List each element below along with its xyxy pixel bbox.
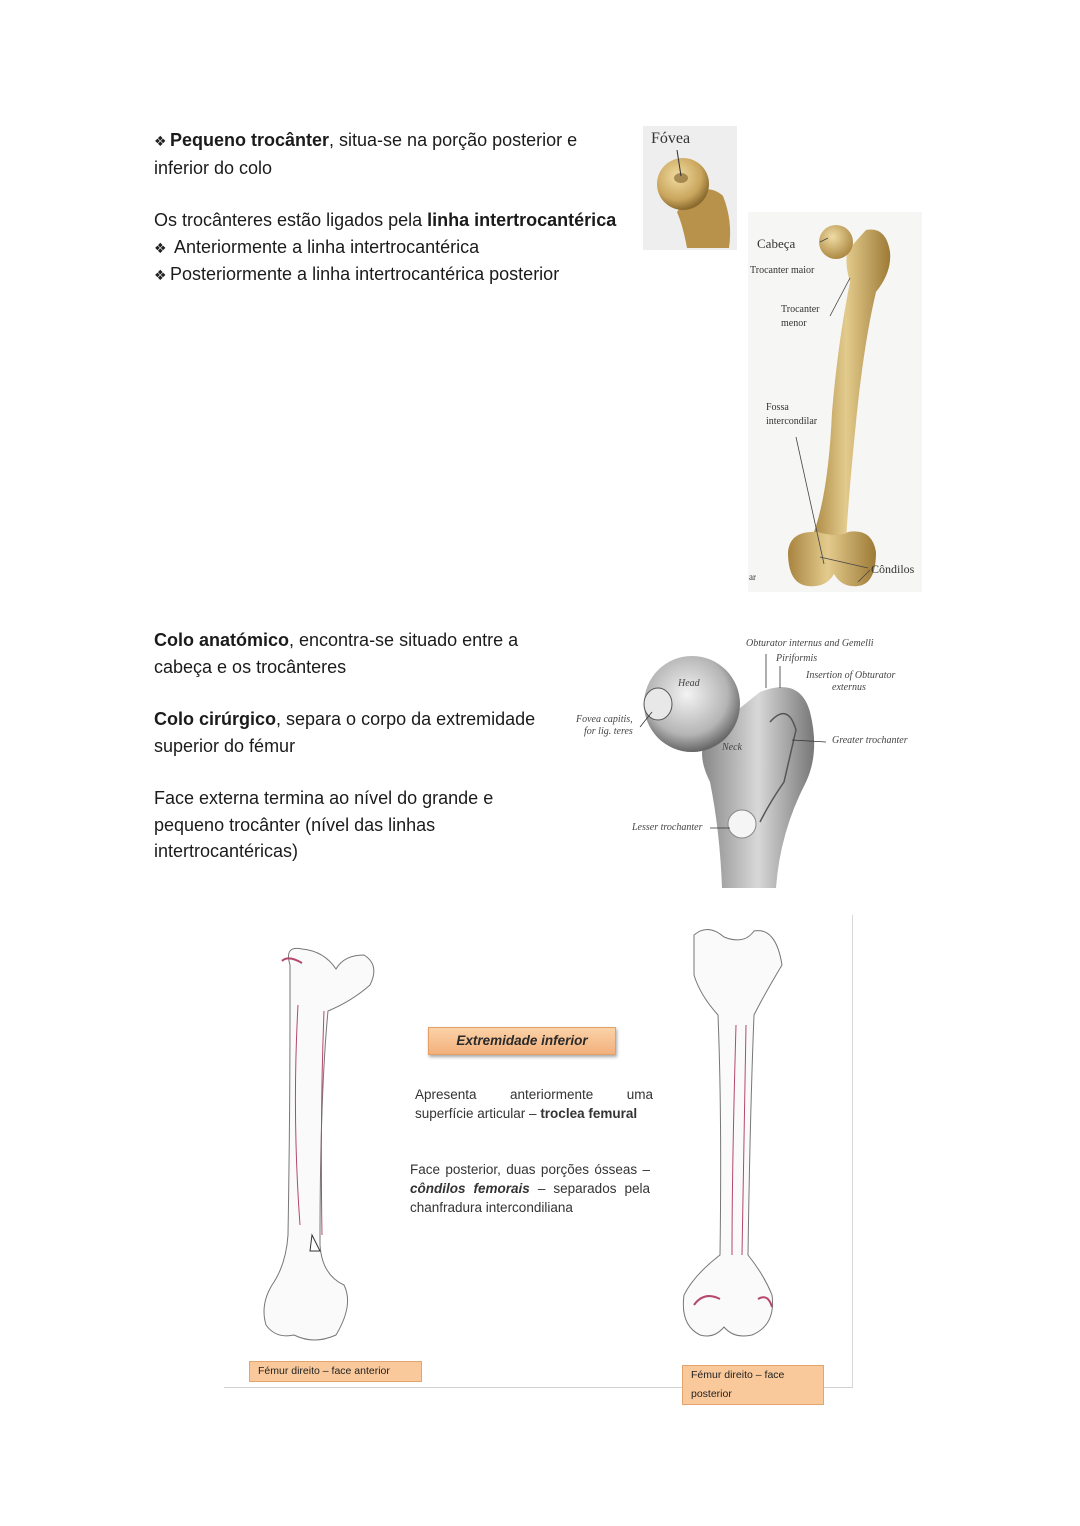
text: , separa o corpo da extremidade: [276, 709, 536, 729]
text: Face posterior, duas porções ósseas –: [410, 1162, 650, 1177]
bullet-item-anterior: [154, 234, 634, 262]
text: , encontra-se situado entre a: [289, 630, 519, 650]
slide-lower-extremity: [224, 915, 853, 1400]
label-obturator-gemelli: Obturator internus and Gemelli: [746, 638, 874, 649]
slide-paragraph-condyles: [410, 1160, 650, 1217]
section-lesser-trochanter: [154, 127, 634, 289]
label-insertion-obturator-1: Insertion of Obturator: [806, 670, 896, 681]
term-intertrochanteric-line: linha intertrocantérica: [427, 210, 617, 230]
paragraph-anatomical-neck: [154, 627, 574, 654]
term-trochlea: troclea femural: [540, 1106, 638, 1121]
label-fovea-capitis-1: Fovea capitis,: [576, 714, 633, 725]
term-lesser-trochanter: Pequeno trocânter: [170, 130, 330, 150]
text: – separados pela chanfradura intercondiliana: [410, 1181, 651, 1215]
slide-paragraph-trochlea: [415, 1085, 653, 1123]
label-fossa-1: Fossa: [766, 402, 789, 413]
label-greater-trochanter: Greater trochanter: [832, 735, 908, 746]
label-head: Head: [678, 678, 700, 689]
text-line: intertrocantéricas): [154, 841, 299, 861]
diamond-bullet-icon: ❖: [154, 267, 167, 283]
term-anatomical-neck: Colo anatómico: [154, 630, 290, 650]
label-lesser-trochanter: Lesser trochanter: [632, 822, 703, 833]
term-femoral-condyles: côndilos femorais: [410, 1181, 530, 1196]
section-neck: [154, 627, 574, 865]
label-neck: Neck: [722, 742, 742, 753]
label-stray: ar: [749, 572, 756, 582]
bullet-item-lesser-trochanter: [154, 127, 634, 155]
text: , situa-se na porção posterior e: [329, 130, 578, 150]
femur-line-drawings: [224, 915, 852, 1387]
text-line: cabeça e os trocânteres: [154, 656, 347, 677]
text-line: Face externa termina ao nível do grande e: [154, 788, 494, 808]
femoral-head-illustration: [643, 126, 737, 250]
slide-title-box: Extremidade inferior: [428, 1027, 616, 1055]
bullet-item-posterior: [154, 261, 634, 289]
label-fovea: Fóvea: [651, 130, 691, 147]
caption-posterior: Fémur direito – face posterior: [682, 1365, 824, 1405]
diamond-bullet-icon: ❖: [154, 133, 167, 149]
label-lesser-trochanter-1: Trocanter: [781, 304, 820, 315]
label-lesser-trochanter-2: menor: [781, 318, 807, 329]
text: Posteriormente a linha intertrocantérica posterior: [170, 264, 560, 284]
caption-anterior: Fémur direito – face anterior: [249, 1361, 422, 1382]
figure-femur-proximal-gray: [570, 632, 920, 892]
text-line: superior do fémur: [154, 735, 296, 756]
text: Apresenta anteriormente uma superfície articular –: [415, 1087, 653, 1121]
text-line: pequeno trocânter (nível das linhas: [154, 814, 436, 835]
term-surgical-neck: Colo cirúrgico: [154, 709, 277, 729]
figure-fovea-head: [643, 126, 737, 250]
label-piriformis: Piriformis: [776, 653, 818, 664]
label-fossa-2: intercondilar: [766, 416, 818, 427]
text: Os trocânteres estão ligados pela: [154, 210, 428, 230]
label-greater-trochanter: Trocanter maior: [750, 265, 815, 276]
text: Anteriormente a linha intertrocantérica: [170, 236, 480, 257]
label-insertion-obturator-2: externus: [832, 682, 866, 693]
intro-line: [154, 207, 634, 234]
label-condyles: Côndilos: [871, 562, 915, 576]
text-line: inferior do colo: [154, 157, 273, 178]
figure-femur-anterior: [748, 212, 922, 592]
diamond-bullet-icon: ❖: [154, 239, 167, 256]
paragraph-surgical-neck: [154, 706, 574, 733]
label-fovea-capitis-2: for lig. teres: [584, 726, 633, 737]
label-head: Cabeça: [757, 236, 796, 251]
